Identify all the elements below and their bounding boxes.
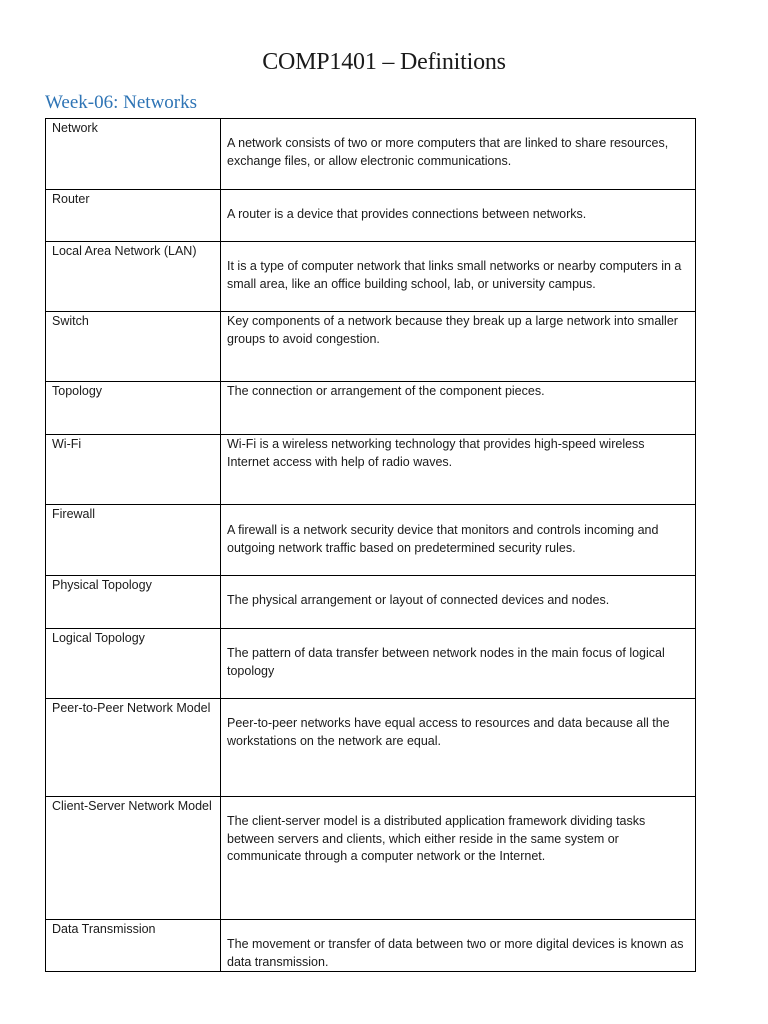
term-label: Data Transmission bbox=[52, 922, 156, 936]
term-cell bbox=[46, 435, 221, 505]
term-cell bbox=[46, 242, 221, 312]
definition-text: A router is a device that provides connections between networks. bbox=[227, 207, 587, 221]
table-row bbox=[46, 629, 696, 699]
definition-cell bbox=[221, 629, 696, 699]
term-cell bbox=[46, 312, 221, 382]
table-row bbox=[46, 576, 696, 629]
definition-cell bbox=[221, 435, 696, 505]
table-row bbox=[46, 382, 696, 435]
page-title: COMP1401 – Definitions bbox=[262, 49, 506, 75]
term-label: Logical Topology bbox=[52, 631, 145, 645]
definition-text: The client-server model is a distributed application framework dividing tasks between servers and clients, which either reside in the same system or communicate through a computer network or the Internet. bbox=[227, 814, 646, 863]
definition-cell bbox=[221, 505, 696, 576]
term-label: Topology bbox=[52, 384, 103, 398]
definition-cell bbox=[221, 920, 696, 972]
term-label: Firewall bbox=[52, 507, 96, 521]
definition-text: A firewall is a network security device that monitors and controls incoming and outgoing network traffic based on predetermined security rules. bbox=[227, 523, 659, 555]
term-cell bbox=[46, 629, 221, 699]
definition-text: It is a type of computer network that links small networks or nearby computers in a small area, like an office building school, lab, or university campus. bbox=[227, 259, 682, 291]
table-row bbox=[46, 505, 696, 576]
definition-cell bbox=[221, 242, 696, 312]
definition-cell bbox=[221, 190, 696, 242]
definition-text: The physical arrangement or layout of connected devices and nodes. bbox=[227, 593, 610, 607]
definition-cell bbox=[221, 699, 696, 797]
term-cell bbox=[46, 119, 221, 190]
definition-cell bbox=[221, 576, 696, 629]
term-label: Local Area Network (LAN) bbox=[52, 244, 197, 258]
term-cell bbox=[46, 797, 221, 920]
term-label: Peer-to-Peer Network Model bbox=[52, 701, 211, 715]
section-heading: Week-06: Networks bbox=[45, 92, 198, 113]
definition-text: The connection or arrangement of the component pieces. bbox=[227, 384, 545, 398]
table-row bbox=[46, 435, 696, 505]
definition-cell bbox=[221, 382, 696, 435]
table-row bbox=[46, 312, 696, 382]
definition-cell bbox=[221, 312, 696, 382]
definition-text: The pattern of data transfer between network nodes in the main focus of logical topology bbox=[227, 646, 665, 678]
term-cell bbox=[46, 190, 221, 242]
term-cell bbox=[46, 920, 221, 972]
definition-text: The movement or transfer of data between two or more digital devices is known as data transmission. bbox=[227, 937, 684, 969]
table-row bbox=[46, 920, 696, 972]
definition-cell bbox=[221, 797, 696, 920]
table-row bbox=[46, 119, 696, 190]
term-cell bbox=[46, 576, 221, 629]
term-cell bbox=[46, 505, 221, 576]
table-row bbox=[46, 190, 696, 242]
term-cell bbox=[46, 699, 221, 797]
term-label: Wi-Fi bbox=[52, 437, 82, 451]
definition-text: Peer-to-peer networks have equal access to resources and data because all the workstations on the network are equal. bbox=[227, 716, 670, 748]
term-label: Physical Topology bbox=[52, 578, 152, 592]
table-row bbox=[46, 797, 696, 920]
term-label: Router bbox=[52, 192, 90, 206]
term-label: Network bbox=[52, 121, 98, 135]
definition-text: Key components of a network because they break up a large network into smaller groups to avoid congestion. bbox=[227, 314, 678, 346]
term-label: Switch bbox=[52, 314, 89, 328]
definitions-table bbox=[45, 118, 696, 972]
term-label: Client-Server Network Model bbox=[52, 799, 212, 813]
term-cell bbox=[46, 382, 221, 435]
definition-text: Wi-Fi is a wireless networking technology that provides high-speed wireless Internet access with help of radio waves. bbox=[227, 437, 645, 469]
table-row bbox=[46, 242, 696, 312]
table-row bbox=[46, 699, 696, 797]
definition-text: A network consists of two or more computers that are linked to share resources, exchange files, or allow electronic communications. bbox=[227, 136, 669, 168]
definition-cell bbox=[221, 119, 696, 190]
